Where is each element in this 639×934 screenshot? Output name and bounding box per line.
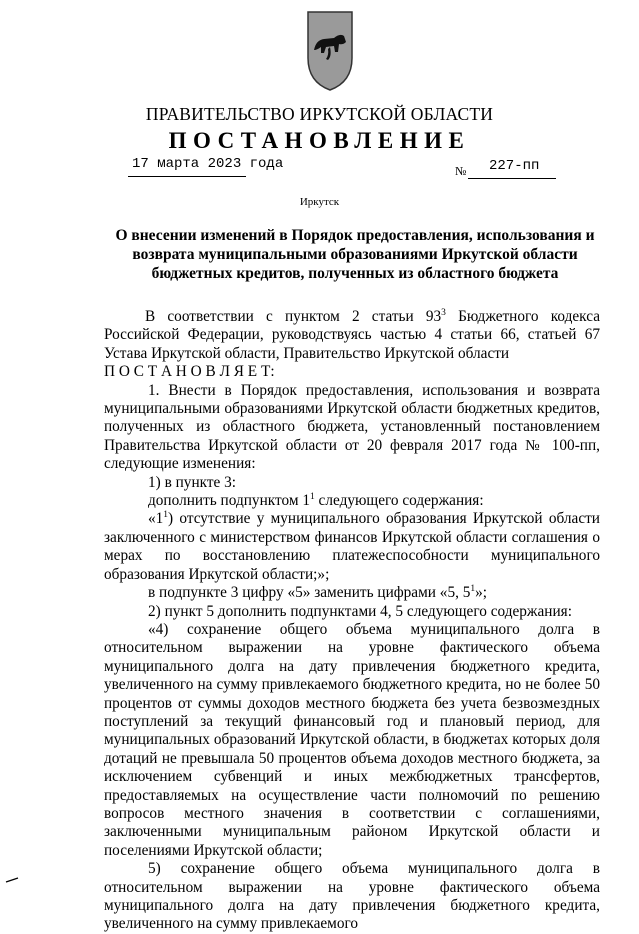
coat-of-arms-icon <box>304 6 356 92</box>
paragraph-7: «4) сохранение общего объема муниципального долга в относительном выражении на уровне фактического объема муниципального долга на дату привлечения бюджетного кредита, увеличенного на сумму привлекаемого бюджетного кредита, но не более 50 процентов от суммы доходов местного бюджета без учета безвозмездных поступлений за текущий финансовый год и плановый период, для муниципальных образований Иркутской области, в бюджетах которых доля дотаций не превышала 50 процентов объема доходов местного бюджета, за исключением субвенций и иных межбюджетных трансфертов, предоставляемых на осуществление части полномочий по решению вопросов местного значения в соответствии с соглашениями, заключенными муниципальным районом Иркутской области и поселениями Иркутской области; <box>104 620 600 859</box>
resolve-heading: П О С Т А Н О В Л Я Е Т: <box>104 363 275 381</box>
date-underline <box>128 176 246 177</box>
city: Иркутск <box>299 196 340 208</box>
organization-name: ПРАВИТЕЛЬСТВО ИРКУТСКОЙ ОБЛАСТИ <box>145 104 494 124</box>
preamble-paragraph: В соответствии с пунктом 2 статьи $93^3$ Бюджетного кодекса Российской Федерации, руководствуясь частью 4 статьи 66, статьей 67 Устава Иркутской области, Правительство Иркутской области <box>104 308 600 362</box>
paragraph-2: 1) в пункте 3: <box>148 473 237 491</box>
document-number: 227-пп <box>489 158 540 174</box>
document-body <box>104 308 600 934</box>
paragraph-6: 2) пункт 5 дополнить подпунктами 4, 5 следующего содержания: <box>148 602 572 620</box>
document-title: О внесении изменений в Порядок предоставления, использования и возврата муниципальными образованиями Иркутской области бюджетных кредитов, полученных из областного бюджета <box>115 227 595 282</box>
paragraph-8: 5) сохранение общего объема муниципального долга в относительном выражении на уровне фактического объема муниципального долга на дату привлечения бюджетного кредита, увеличенного на сумму привлекаемого <box>104 860 600 933</box>
paragraph-5: в подпункте 3 цифру «5» заменить цифрами «5, $5^1$»; <box>148 584 488 602</box>
scan-mark <box>5 877 19 883</box>
document-date: 17 марта 2023 года <box>132 156 284 172</box>
paragraph-1: 1. Внести в Порядок предоставления, использования и возврата муниципальными образованиями Иркутской области бюджетных кредитов, полученных из областного бюджета, установленный постановлением Правительства Иркутской области от 20 февраля 2017 года № 100-пп, следующие изменения: <box>104 381 600 473</box>
number-underline <box>468 178 556 179</box>
paragraph-4: «$1^1$) отсутствие у муниципального образования Иркутской области заключенного с министерством финансов Иркутской области соглашения о мерах по восстановлению платежеспособности муниципального образования Иркутской области;»; <box>104 510 600 583</box>
number-sign: № <box>455 164 467 178</box>
document-type: ПОСТАНОВЛЕНИЕ <box>168 128 471 153</box>
paragraph-3: дополнить подпунктом $1^1$ следующего содержания: <box>148 492 484 510</box>
